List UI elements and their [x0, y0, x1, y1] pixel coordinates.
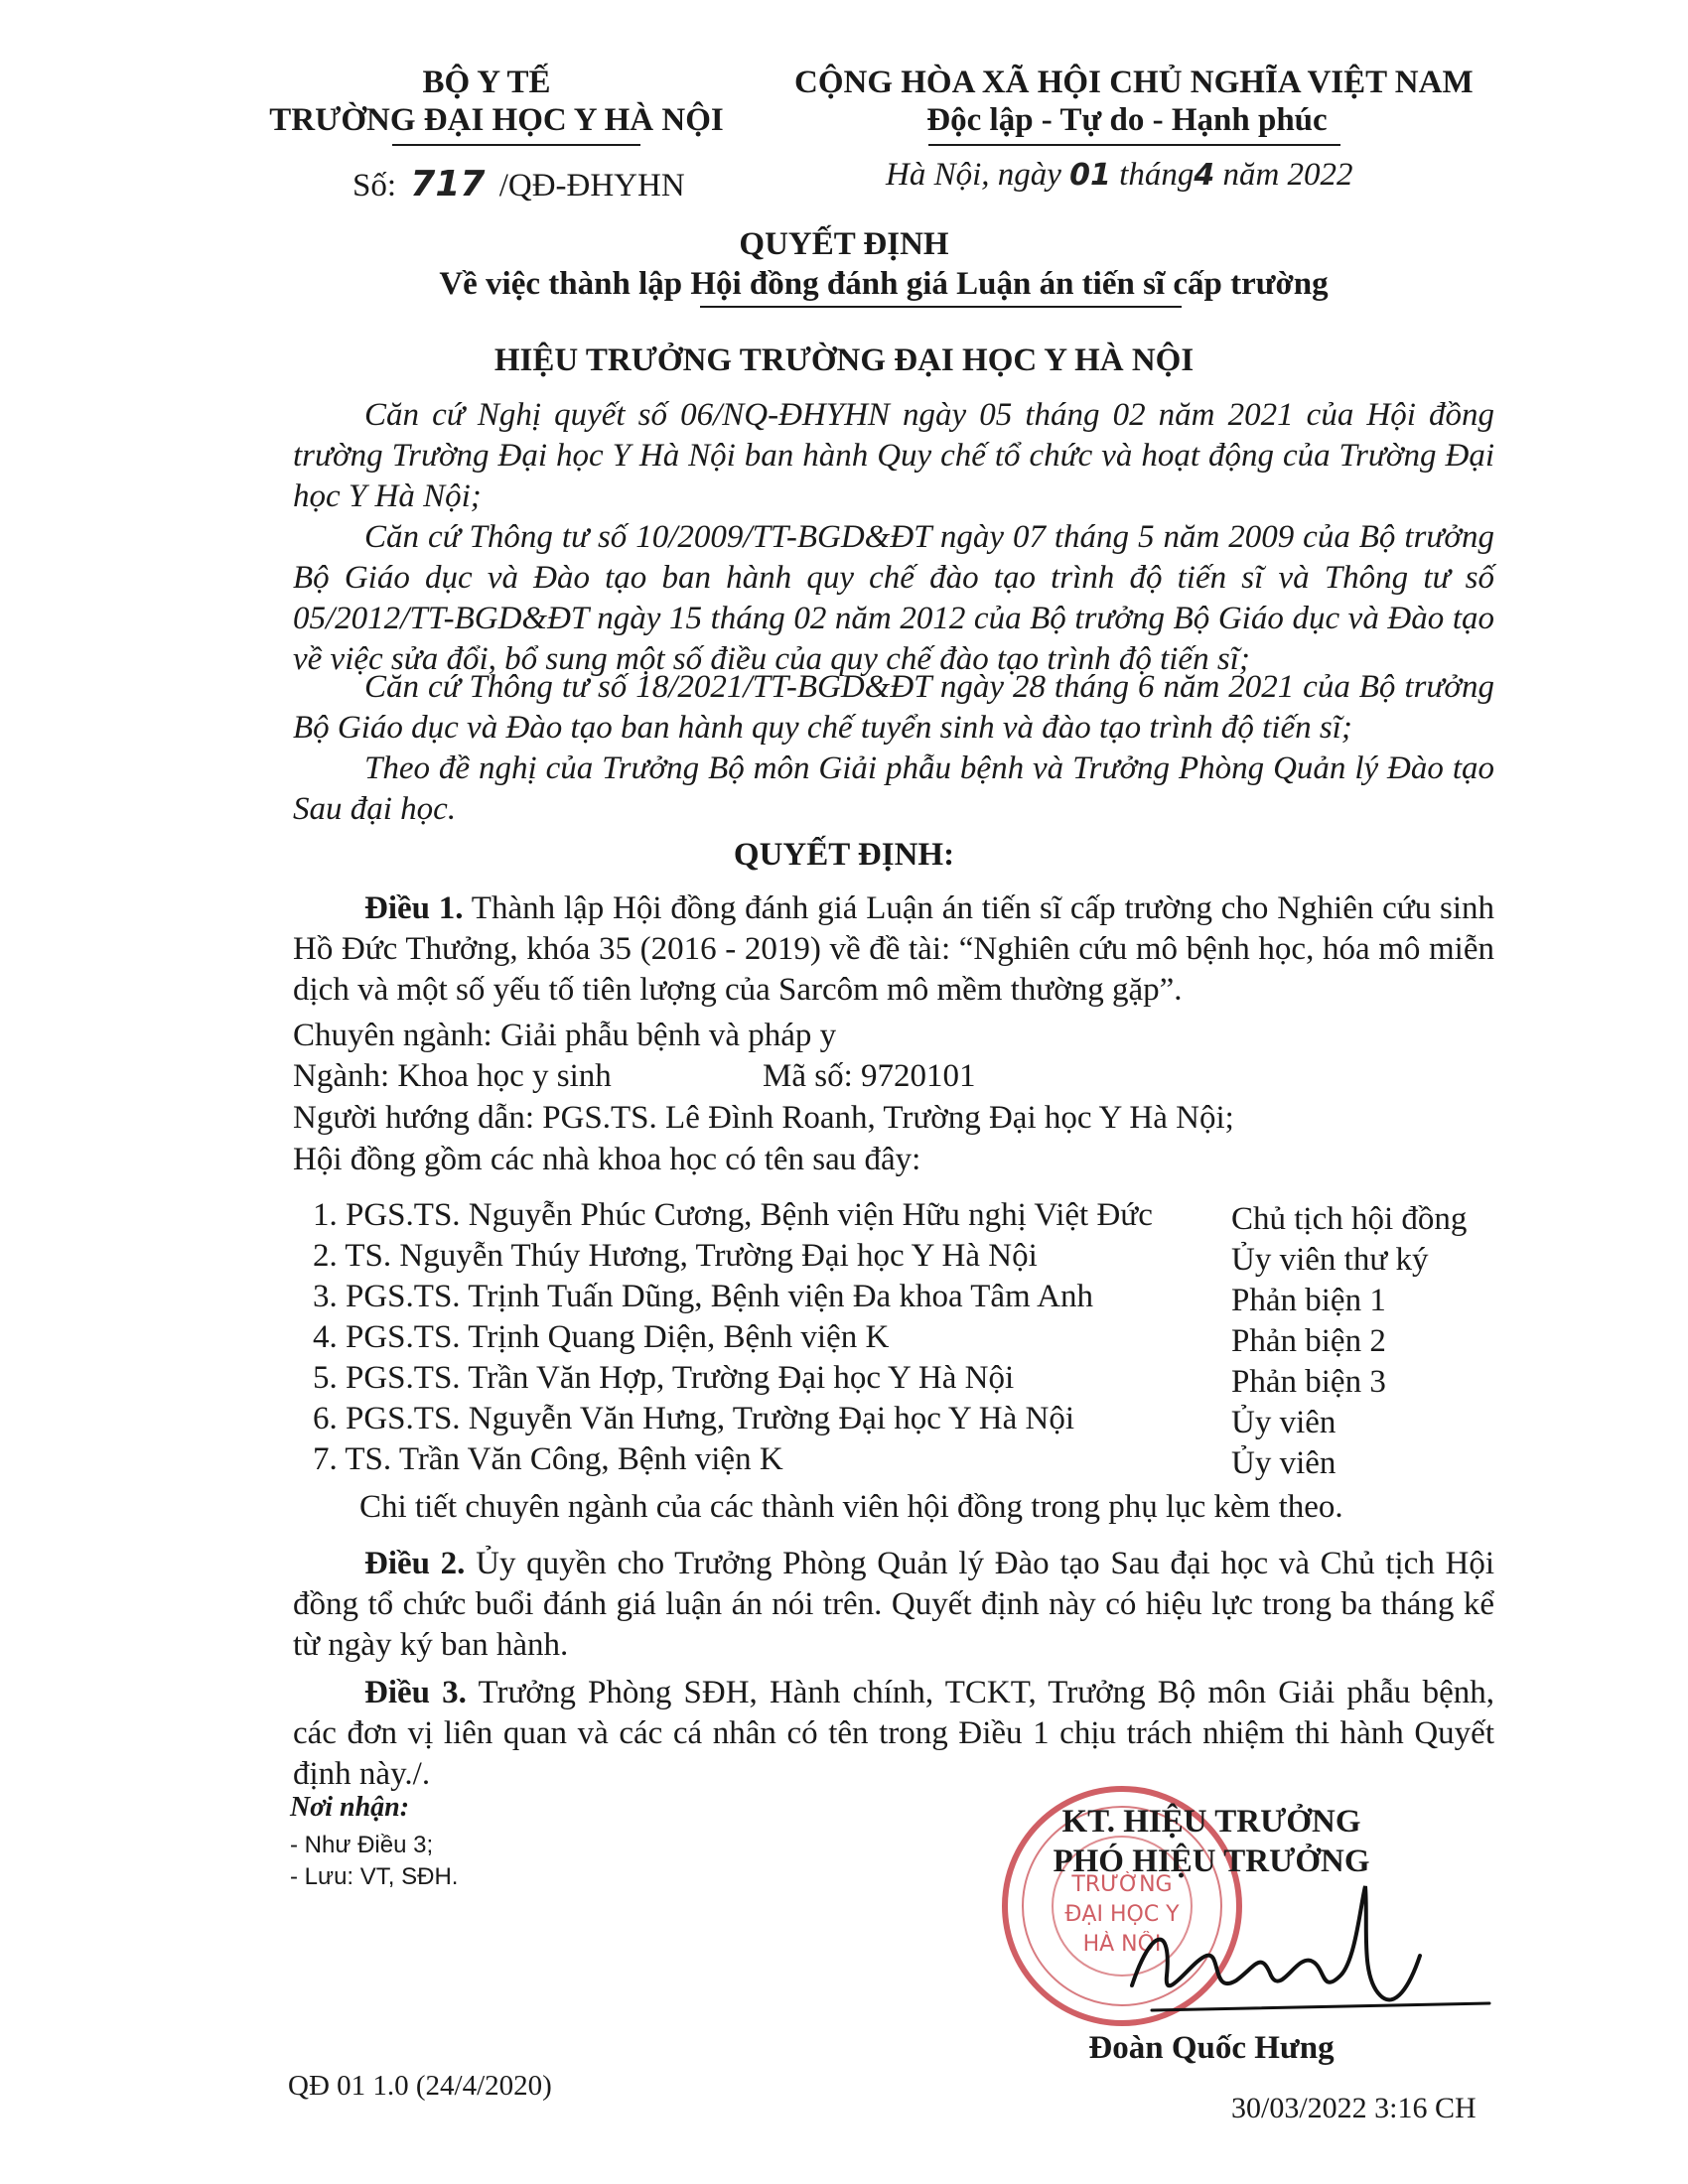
preamble-clause-2: Căn cứ Thông tư số 10/2009/TT-BGD&ĐT ngày 07 tháng 5 năm 2009 của Bộ trưởng Bộ Giáo dục và Đào tạo ban hành quy chế đào tạo trình độ tiến sĩ và Thông tư số 05/2012/TT-BGD&ĐT ngày 15 tháng 02 năm 2012 của Bộ trưởng Bộ Giáo dục và Đào tạo về việc sửa đổi, bổ sung một số điều của quy chế đào tạo trình độ tiến sĩ; — [293, 519, 1494, 677]
list-item — [293, 1441, 1494, 1482]
advisor-line: Người hướng dẫn: PGS.TS. Lê Đình Roanh, Trường Đại học Y Hà Nội; — [293, 1100, 1234, 1136]
member-role: Chủ tịch hội đồng — [1231, 1201, 1468, 1237]
member-role: Ủy viên — [1231, 1445, 1336, 1481]
signature-authority: KT. HIỆU TRƯỞNG — [1061, 1804, 1361, 1840]
article-2 — [293, 1544, 1494, 1666]
republic-name: CỘNG HÒA XÃ HỘI CHỦ NGHĨA VIỆT NAM — [794, 65, 1474, 100]
decision-heading: QUYẾT ĐỊNH: — [733, 837, 955, 873]
article-2-label: Điều 2. — [364, 1546, 466, 1581]
svg-text:ĐẠI HỌC Y: ĐẠI HỌC Y — [1064, 1902, 1180, 1927]
list-item — [293, 1319, 1494, 1360]
handwritten-month: 4 — [1194, 158, 1215, 193]
member-name: 1. PGS.TS. Nguyễn Phúc Cương, Bệnh viện Hữu nghị Việt Đức — [313, 1197, 1153, 1233]
member-name: 6. PGS.TS. Nguyễn Văn Hưng, Trường Đại học Y Hà Nội — [313, 1401, 1075, 1436]
council-intro: Hội đồng gồm các nhà khoa học có tên sau đây: — [293, 1142, 921, 1177]
ministry-name: BỘ Y TẾ — [422, 65, 551, 100]
member-name: 5. PGS.TS. Trần Văn Hợp, Trường Đại học Y Hà Nội — [313, 1360, 1015, 1396]
field-line: Ngành: Khoa học y sinh — [293, 1058, 612, 1094]
code-line: Mã số: 9720101 — [763, 1058, 976, 1094]
member-name: 3. PGS.TS. Trịnh Tuấn Dũng, Bệnh viện Đa khoa Tâm Anh — [313, 1279, 1093, 1314]
document-subject: Về việc thành lập Hội đồng đánh giá Luận án tiến sĩ cấp trường — [439, 266, 1329, 302]
preamble-clause-3: Căn cứ Thông tư số 18/2021/TT-BGD&ĐT ngày 28 tháng 6 năm 2021 của Bộ trưởng Bộ Giáo dục và Đào tạo ban hành quy chế tuyển sinh và đào tạo trình độ tiến sĩ; — [293, 669, 1494, 746]
signatory-name: Đoàn Quốc Hưng — [1088, 2030, 1335, 2066]
member-name: 2. TS. Nguyễn Thúy Hương, Trường Đại học Y Hà Nội — [313, 1238, 1038, 1274]
article-1-label: Điều 1. — [364, 890, 464, 926]
handwritten-day: 01 — [1069, 158, 1111, 193]
form-code: QĐ 01 1.0 (24/4/2020) — [288, 2070, 552, 2102]
svg-text:TRƯỜNG: TRƯỜNG — [1071, 1872, 1173, 1897]
national-motto: Độc lập - Tự do - Hạnh phúc — [926, 102, 1328, 138]
svg-text:HÀ NỘI: HÀ NỘI — [1082, 1932, 1162, 1957]
article-3 — [293, 1673, 1494, 1795]
issuing-authority: HIỆU TRƯỞNG TRƯỜNG ĐẠI HỌC Y HÀ NỘI — [493, 342, 1195, 378]
member-role: Ủy viên — [1231, 1405, 1336, 1440]
list-item — [293, 1360, 1494, 1401]
recipient-item: - Như Điều 3; — [290, 1832, 434, 1858]
university-name: TRƯỜNG ĐẠI HỌC Y HÀ NỘI — [269, 102, 724, 138]
university-underline — [392, 144, 640, 146]
decision-number: Số: 717 /QĐ-ĐHYHN — [352, 164, 685, 205]
print-timestamp: 30/03/2022 3:16 CH — [1231, 2092, 1477, 2124]
preamble-clause-4: Theo đề nghị của Trưởng Bộ môn Giải phẫu bệnh và Trưởng Phòng Quản lý Đào tạo Sau đại học. — [293, 751, 1494, 827]
list-item — [293, 1197, 1494, 1238]
list-item — [293, 1238, 1494, 1279]
member-role: Phản biện 1 — [1231, 1283, 1386, 1318]
recipient-item: - Lưu: VT, SĐH. — [290, 1863, 459, 1890]
handwritten-signature — [1112, 1866, 1499, 2025]
document-title: QUYẾT ĐỊNH — [739, 226, 949, 262]
specialty-line: Chuyên ngành: Giải phẫu bệnh và pháp y — [293, 1018, 837, 1053]
motto-underline — [928, 144, 1340, 146]
handwritten-number: 717 — [410, 164, 486, 205]
member-name: 4. PGS.TS. Trịnh Quang Diện, Bệnh viện K — [313, 1319, 890, 1355]
article-3-label: Điều 3. — [364, 1675, 467, 1710]
member-role: Phản biện 2 — [1231, 1323, 1386, 1359]
subject-underline — [700, 306, 1182, 308]
member-role: Ủy viên thư ký — [1231, 1242, 1429, 1278]
member-name: 7. TS. Trần Văn Công, Bệnh viện K — [313, 1441, 783, 1477]
list-item — [293, 1401, 1494, 1441]
article-3-text: Trưởng Phòng SĐH, Hành chính, TCKT, Trưởng Bộ môn Giải phẫu bệnh, các đơn vị liên quan và các cá nhân có tên trong Điều 1 chịu trách nhiệm thi hành Quyết định này./. — [293, 1675, 1494, 1792]
list-item — [293, 1279, 1494, 1319]
article-1-text: Thành lập Hội đồng đánh giá Luận án tiến sĩ cấp trường cho Nghiên cứu sinh Hồ Đức Thưởng, khóa 35 (2016 - 2019) về đề tài: “Nghiên cứu mô bệnh học, hóa mô miễn dịch và một số yếu tố tiên lượng của Sarcôm mô mềm thường gặp”. — [293, 890, 1495, 1008]
member-role: Phản biện 3 — [1231, 1364, 1386, 1400]
article-2-text: Ủy quyền cho Trưởng Phòng Quản lý Đào tạo Sau đại học và Chủ tịch Hội đồng tổ chức buổi đánh giá luận án nói trên. Quyết định này có hiệu lực trong ba tháng kể từ ngày ký ban hành. — [293, 1546, 1495, 1663]
article-1 — [293, 888, 1494, 1011]
preamble-clause-1: Căn cứ Nghị quyết số 06/NQ-ĐHYHN ngày 05 tháng 02 năm 2021 của Hội đồng trường Trường Đại học Y Hà Nội ban hành Quy chế tổ chức và hoạt động của Trường Đại học Y Hà Nội; — [293, 397, 1494, 514]
signature-title: PHÓ HIỆU TRƯỞNG — [1053, 1843, 1370, 1879]
recipients-heading: Nơi nhận: — [290, 1792, 410, 1823]
issue-date: Hà Nội, ngày 01 tháng4 năm 2022 — [886, 157, 1353, 193]
appendix-note: Chi tiết chuyên ngành của các thành viên hội đồng trong phụ lục kèm theo. — [359, 1489, 1343, 1525]
